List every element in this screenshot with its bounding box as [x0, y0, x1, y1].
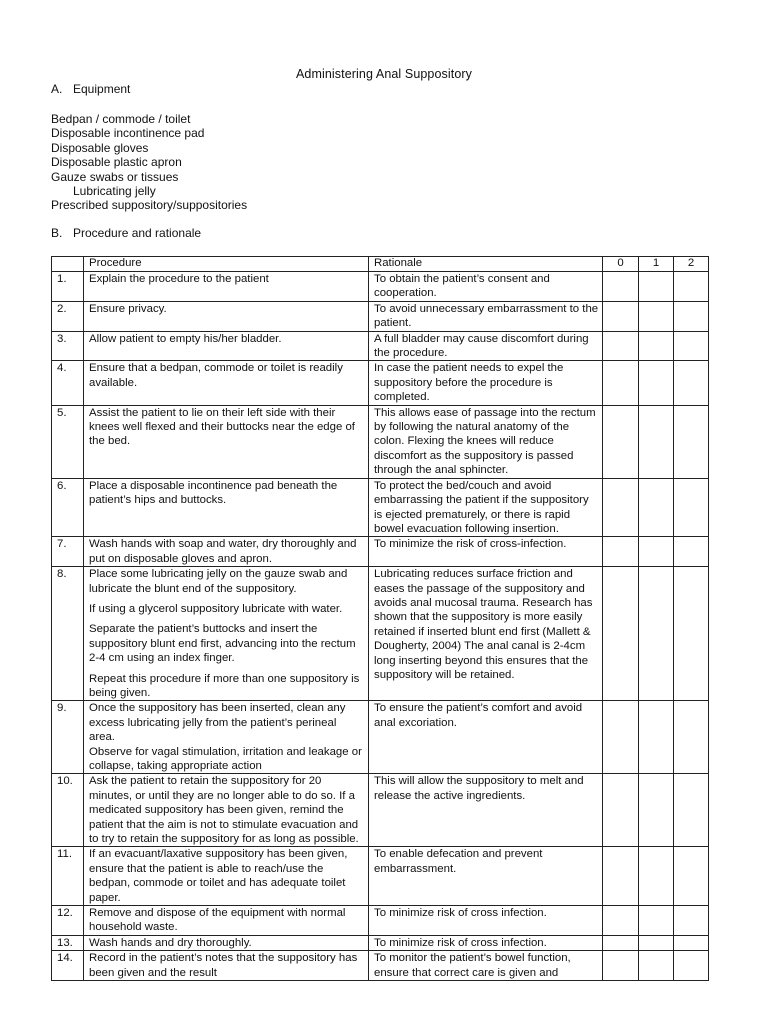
score-1-cell[interactable]	[639, 906, 674, 936]
step-number: 7.	[52, 537, 84, 567]
table-row	[52, 935, 709, 950]
table-row	[52, 567, 709, 701]
header-rationale: Rationale	[369, 257, 603, 272]
score-2-cell[interactable]	[674, 774, 709, 847]
procedure-text: Explain the procedure to the patient	[89, 273, 269, 285]
procedure-cell	[84, 847, 369, 906]
step-number: 13.	[52, 935, 84, 950]
procedure-text: Ensure privacy.	[89, 302, 167, 315]
procedure-text: If using a glycerol suppository lubricate with water.	[89, 602, 343, 615]
score-0-cell[interactable]	[603, 301, 639, 331]
document-title: Administering Anal Suppository	[295, 67, 472, 81]
procedure-cell	[84, 478, 369, 537]
equipment-item: Lubricating jelly	[73, 184, 156, 199]
score-2-cell[interactable]	[674, 935, 709, 950]
score-0-cell[interactable]	[603, 478, 639, 537]
procedure-text: Once the suppository has been inserted, clean any excess lubricating jelly from the patient’s perineal area. Observe for vagal stimulation, irritation and leakage or collapse, taking appropriate action	[89, 702, 362, 772]
header-procedure: Procedure	[84, 257, 369, 272]
table-row	[52, 301, 709, 331]
rationale-cell: To minimize the risk of cross-infection.	[369, 537, 603, 567]
score-0-cell[interactable]	[603, 774, 639, 847]
table-body	[52, 272, 709, 981]
table-row	[52, 951, 709, 981]
step-number: 4.	[52, 361, 84, 405]
score-1-cell[interactable]	[639, 361, 674, 405]
procedure-text: Place a disposable incontinence pad beneath the patient’s hips and buttocks.	[89, 479, 338, 507]
procedure-cell	[84, 537, 369, 567]
step-number: 12.	[52, 906, 84, 936]
score-0-cell[interactable]	[603, 906, 639, 936]
table-row	[52, 272, 709, 302]
step-number: 2.	[52, 301, 84, 331]
procedure-text: Wash hands with soap and water, dry thoroughly and put on disposable gloves and apron.	[89, 538, 357, 565]
score-2-cell[interactable]	[674, 405, 709, 478]
score-1-cell[interactable]	[639, 537, 674, 567]
procedure-text: Repeat this procedure if more than one suppository is being given.	[89, 672, 360, 699]
section-b-heading	[51, 226, 201, 240]
procedure-cell	[84, 906, 369, 936]
score-0-cell[interactable]	[603, 537, 639, 567]
procedure-cell	[84, 774, 369, 847]
rationale-cell: To monitor the patient’s bowel function, ensure that correct care is given and	[369, 951, 603, 981]
step-number: 1.	[52, 272, 84, 302]
score-0-cell[interactable]	[603, 361, 639, 405]
step-number: 3.	[52, 331, 84, 361]
score-0-cell[interactable]	[603, 567, 639, 701]
score-2-cell[interactable]	[674, 361, 709, 405]
score-0-cell[interactable]	[603, 272, 639, 302]
equipment-list	[51, 112, 247, 213]
procedure-text: Assist the patient to lie on their left side with their knees well flexed and their buttocks near the edge of the bed.	[89, 406, 355, 448]
rationale-cell: To minimize risk of cross infection.	[369, 906, 603, 936]
procedure-cell	[84, 272, 369, 302]
procedure-text: Separate the patient’s buttocks and insert the suppository blunt end first, advancing into the rectum 2-4 cm using an index finger.	[89, 623, 356, 665]
procedure-cell	[84, 361, 369, 405]
rationale-cell: To minimize risk of cross infection.	[369, 935, 603, 950]
score-1-cell[interactable]	[639, 951, 674, 981]
header-score-0: 0	[603, 257, 639, 272]
procedure-cell	[84, 331, 369, 361]
section-b-title: Procedure and rationale	[73, 226, 202, 240]
step-number: 10.	[52, 774, 84, 847]
score-2-cell[interactable]	[674, 951, 709, 981]
score-2-cell[interactable]	[674, 301, 709, 331]
procedure-text: If an evacuant/laxative suppository has been given, ensure that the patient is able to reach/use the bedpan, commode or toilet and has adequate toilet paper.	[89, 848, 348, 904]
score-2-cell[interactable]	[674, 906, 709, 936]
score-1-cell[interactable]	[639, 478, 674, 537]
score-1-cell[interactable]	[639, 774, 674, 847]
section-b-letter: B.	[51, 226, 63, 240]
score-0-cell[interactable]	[603, 951, 639, 981]
score-1-cell[interactable]	[639, 405, 674, 478]
equipment-item: Disposable gloves	[51, 140, 149, 155]
header-number	[52, 257, 84, 272]
step-number: 8.	[52, 567, 84, 701]
table-row	[52, 478, 709, 537]
equipment-item: Bedpan / commode / toilet	[51, 112, 191, 126]
score-2-cell[interactable]	[674, 331, 709, 361]
table-row	[52, 906, 709, 936]
step-number: 11.	[52, 847, 84, 906]
score-0-cell[interactable]	[603, 847, 639, 906]
procedure-text: Wash hands and dry thoroughly.	[89, 936, 252, 949]
rationale-cell: Lubricating reduces surface friction and eases the passage of the suppository and avoids anal mucosal trauma. Research has shown that the suppository is more easily retained if inserted blunt end first (Mallett & Dougherty, 2004) The anal canal is 2-4cm long inserting beyond this ensures that the suppository will be retained.	[369, 567, 603, 701]
score-0-cell[interactable]	[603, 935, 639, 950]
table-row	[52, 701, 709, 774]
equipment-item: Disposable plastic apron	[51, 155, 182, 170]
score-1-cell[interactable]	[639, 301, 674, 331]
procedure-text: Remove and dispose of the equipment with normal household waste.	[89, 907, 346, 934]
score-1-cell[interactable]	[639, 567, 674, 701]
table-row	[52, 847, 709, 906]
rationale-cell: To avoid unnecessary embarrassment to the patient.	[369, 301, 603, 331]
rationale-cell: In case the patient needs to expel the suppository before the procedure is completed.	[369, 361, 603, 405]
score-2-cell[interactable]	[674, 567, 709, 701]
score-0-cell[interactable]	[603, 701, 639, 774]
step-number: 14.	[52, 951, 84, 981]
section-a-letter: A.	[51, 82, 63, 96]
score-2-cell[interactable]	[674, 478, 709, 537]
procedure-cell	[84, 301, 369, 331]
score-0-cell[interactable]	[603, 331, 639, 361]
table-row	[52, 331, 709, 361]
score-2-cell[interactable]	[674, 272, 709, 302]
step-number: 9.	[52, 701, 84, 774]
procedure-text: Ensure that a bedpan, commode or toilet is readily available.	[89, 362, 343, 389]
table-row	[52, 361, 709, 405]
procedure-text: Ask the patient to retain the suppository for 20 minutes, or until they are no longer able to do so. If a medicated suppository has been given, remind the patient that the aim is not to stimulate evacuation and to try to retain the suppository for as long as possible.	[89, 775, 359, 846]
procedure-cell	[84, 405, 369, 478]
score-0-cell[interactable]	[603, 405, 639, 478]
score-1-cell[interactable]	[639, 272, 674, 302]
score-1-cell[interactable]	[639, 847, 674, 906]
table-row	[52, 774, 709, 847]
equipment-item: Prescribed suppository/suppositories	[51, 198, 248, 213]
section-a-title: Equipment	[73, 82, 131, 96]
step-number: 6.	[52, 478, 84, 537]
section-a-heading	[51, 82, 130, 96]
table-header-row	[52, 257, 709, 272]
procedure-table	[51, 256, 709, 981]
score-2-cell[interactable]	[674, 701, 709, 774]
score-1-cell[interactable]	[639, 331, 674, 361]
procedure-cell	[84, 935, 369, 950]
table-row	[52, 405, 709, 478]
rationale-cell: This will allow the suppository to melt and release the active ingredients.	[369, 774, 603, 847]
step-number: 5.	[52, 405, 84, 478]
score-1-cell[interactable]	[639, 935, 674, 950]
procedure-text: Place some lubricating jelly on the gauze swab and lubricate the blunt end of the suppository.	[89, 568, 348, 595]
procedure-text: Allow patient to empty his/her bladder.	[89, 332, 282, 345]
rationale-cell: To enable defecation and prevent embarrassment.	[369, 847, 603, 906]
header-score-1: 1	[639, 257, 674, 272]
procedure-cell	[84, 951, 369, 981]
table-row	[52, 537, 709, 567]
score-2-cell[interactable]	[674, 847, 709, 906]
rationale-cell: To obtain the patient’s consent and cooperation.	[369, 272, 603, 302]
score-2-cell[interactable]	[674, 537, 709, 567]
equipment-item: Disposable incontinence pad	[51, 126, 205, 141]
rationale-cell: This allows ease of passage into the rectum by following the natural anatomy of the colon. Flexing the knees will reduce discomfort as the suppository is passed through the anal sphincter.	[369, 405, 603, 478]
procedure-cell	[84, 567, 369, 701]
rationale-cell: A full bladder may cause discomfort during the procedure.	[369, 331, 603, 361]
score-1-cell[interactable]	[639, 701, 674, 774]
procedure-text: Record in the patient’s notes that the suppository has been given and the result	[89, 952, 358, 979]
equipment-item: Gauze swabs or tissues	[51, 169, 179, 184]
procedure-cell	[84, 701, 369, 774]
header-score-2: 2	[674, 257, 709, 272]
rationale-cell: To ensure the patient’s comfort and avoid anal excoriation.	[369, 701, 603, 774]
rationale-cell: To protect the bed/couch and avoid embarrassing the patient if the suppository is ejected prematurely, or there is rapid bowel evacuation following insertion.	[369, 478, 603, 537]
